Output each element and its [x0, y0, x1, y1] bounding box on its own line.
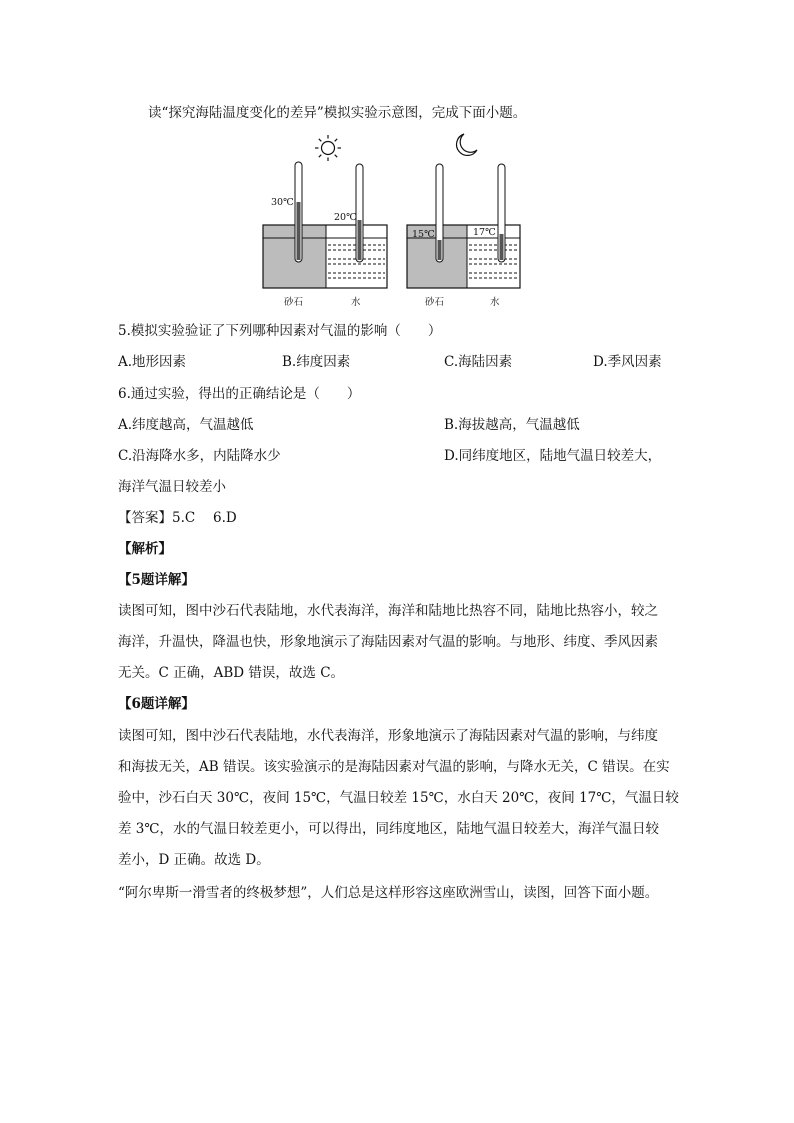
- night-water-label: 水: [490, 297, 500, 308]
- night-water-thermometer: [498, 164, 505, 262]
- night-container: [407, 164, 520, 308]
- q5-detail-line: 读图可知，图中沙石代表陆地，水代表海洋，海洋和陆地比热容不同，陆地比热容小，较之: [118, 603, 658, 619]
- night-sand-label: 砂石: [425, 297, 445, 308]
- q5-stem: 5.模拟实验验证了下列哪种因素对气温的影响（ ）: [118, 323, 442, 339]
- day-water-thermometer: [356, 164, 363, 262]
- day-water-temp: 20℃: [334, 212, 357, 223]
- night-water-lines: [469, 245, 518, 278]
- q6-option-a: A.纬度越高，气温越低: [118, 417, 254, 433]
- night-sand-thermometer: [436, 164, 443, 262]
- day-sand-temp: 30℃: [271, 197, 294, 208]
- q6-stem: 6.通过实验，得出的正确结论是（ ）: [118, 386, 361, 402]
- q6-detail-line: 和海拔无关，AB 错误。该实验演示的是海陆因素对气温的影响，与降水无关，C 错误。在实: [118, 759, 670, 775]
- moon-icon: [457, 134, 477, 155]
- day-sand-thermometer: [295, 162, 302, 262]
- analysis-heading: 【解析】: [118, 541, 172, 557]
- q5-option-b: B.纬度因素: [282, 354, 351, 370]
- q5-detail-line: 海洋，升温快，降温也快，形象地演示了海陆因素对气温的影响。与地形、纬度、季风因素: [118, 634, 658, 650]
- q5-option-a: A.地形因素: [118, 354, 187, 370]
- experiment-diagram: [262, 130, 522, 312]
- q6-detail-line: 验中，沙石白天 30℃，夜间 15℃，气温日较差 15℃，水白天 20℃，夜间 17℃，气温日较: [118, 790, 679, 806]
- q5-detail-heading: 【5题详解】: [118, 572, 195, 588]
- day-sand-label: 砂石: [284, 297, 304, 308]
- day-container: [263, 162, 387, 308]
- q5-detail-line: 无关。C 正确，ABD 错误，故选 C。: [118, 665, 345, 681]
- experiment-figure: [262, 130, 522, 312]
- q5-option-c: C.海陆因素: [444, 354, 513, 370]
- q6-detail-line: 读图可知，图中沙石代表陆地，水代表海洋，形象地演示了海陆因素对气温的影响，与纬度: [118, 728, 658, 744]
- next-question-intro: “阿尔卑斯一滑雪者的终极梦想”，人们总是这样形容这座欧洲雪山，读图，回答下面小题。: [118, 885, 659, 901]
- q6-option-b: B.海拔越高，气温越低: [444, 417, 580, 433]
- answer-line: 【答案】5.C 6.D: [118, 510, 237, 526]
- q5-option-d: D.季风因素: [593, 354, 662, 370]
- q6-detail-line: 差 3℃，水的气温日较差更小，可以得出，同纬度地区，陆地气温日较差大，海洋气温日较: [118, 821, 659, 837]
- night-sand-temp: 15℃: [412, 229, 435, 240]
- q6-option-d-continued: 海洋气温日较差小: [118, 479, 226, 495]
- q6-detail-line: 差小，D 正确。故选 D。: [118, 852, 270, 868]
- q6-option-d: D.同纬度地区，陆地气温日较差大，: [444, 448, 662, 464]
- sun-icon: [315, 135, 341, 161]
- night-water-temp: 17℃: [473, 227, 496, 238]
- q6-option-c: C.沿海降水多，内陆降水少: [118, 448, 281, 464]
- intro-text: 读“探究海陆温度变化的差异”模拟实验示意图，完成下面小题。: [148, 105, 527, 121]
- day-water-label: 水: [351, 297, 361, 308]
- q6-detail-heading: 【6题详解】: [118, 696, 195, 712]
